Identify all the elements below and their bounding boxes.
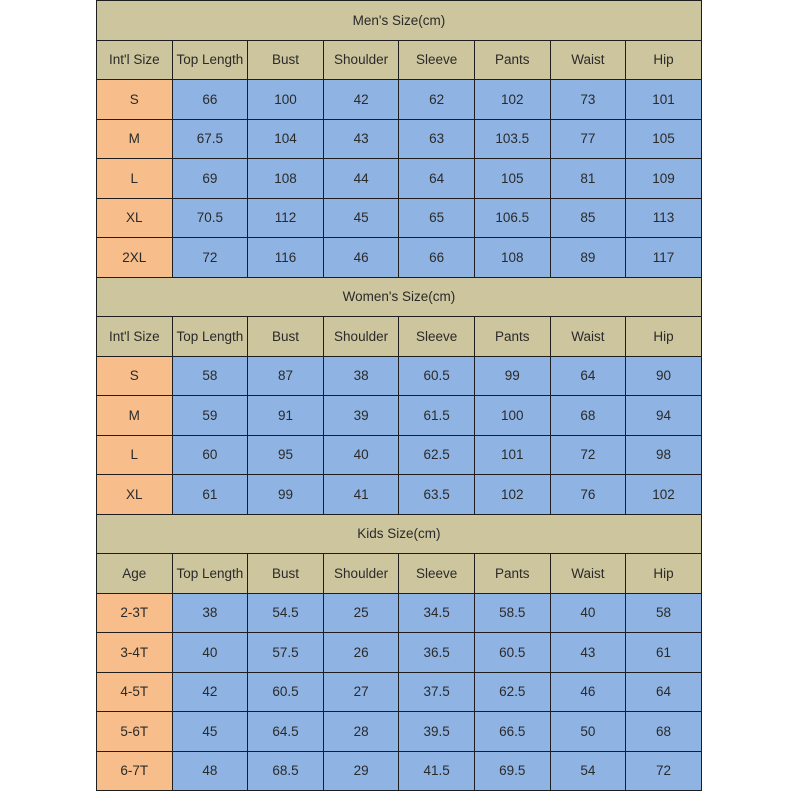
measurement-cell: 101 xyxy=(474,435,550,475)
size-label-cell: M xyxy=(97,396,173,436)
column-header: Waist xyxy=(550,317,626,357)
kids-title-row xyxy=(97,514,702,554)
measurement-cell: 77 xyxy=(550,119,626,159)
measurement-cell: 60.5 xyxy=(248,672,324,712)
size-label-cell: XL xyxy=(97,475,173,515)
measurement-cell: 43 xyxy=(550,633,626,673)
size-label-cell: M xyxy=(97,119,173,159)
measurement-cell: 103.5 xyxy=(474,119,550,159)
measurement-cell: 29 xyxy=(323,751,399,791)
measurement-cell: 99 xyxy=(248,475,324,515)
measurement-cell: 46 xyxy=(323,238,399,278)
measurement-cell: 73 xyxy=(550,80,626,120)
measurement-cell: 69 xyxy=(172,159,248,199)
measurement-cell: 66 xyxy=(172,80,248,120)
column-header: Shoulder xyxy=(323,40,399,80)
measurement-cell: 41.5 xyxy=(399,751,475,791)
measurement-cell: 72 xyxy=(550,435,626,475)
measurement-cell: 26 xyxy=(323,633,399,673)
measurement-cell: 61.5 xyxy=(399,396,475,436)
measurement-cell: 46 xyxy=(550,672,626,712)
measurement-cell: 81 xyxy=(550,159,626,199)
measurement-cell: 38 xyxy=(172,593,248,633)
measurement-cell: 44 xyxy=(323,159,399,199)
measurement-cell: 106.5 xyxy=(474,198,550,238)
measurement-cell: 102 xyxy=(626,475,702,515)
measurement-cell: 62 xyxy=(399,80,475,120)
measurement-cell: 108 xyxy=(248,159,324,199)
measurement-cell: 76 xyxy=(550,475,626,515)
measurement-cell: 69.5 xyxy=(474,751,550,791)
measurement-cell: 43 xyxy=(323,119,399,159)
size-label-cell: 2-3T xyxy=(97,593,173,633)
womens-title-row xyxy=(97,277,702,317)
measurement-cell: 40 xyxy=(550,593,626,633)
measurement-cell: 87 xyxy=(248,356,324,396)
measurement-cell: 116 xyxy=(248,238,324,278)
measurement-cell: 36.5 xyxy=(399,633,475,673)
column-header: Age xyxy=(97,554,173,594)
table-row xyxy=(97,633,702,673)
measurement-cell: 60 xyxy=(172,435,248,475)
measurement-cell: 68 xyxy=(626,712,702,752)
measurement-cell: 60.5 xyxy=(474,633,550,673)
measurement-cell: 102 xyxy=(474,80,550,120)
measurement-cell: 100 xyxy=(474,396,550,436)
column-header: Top Length xyxy=(172,40,248,80)
column-header: Top Length xyxy=(172,317,248,357)
size-label-cell: XL xyxy=(97,198,173,238)
kids-section-title: Kids Size(cm) xyxy=(97,514,702,554)
measurement-cell: 39 xyxy=(323,396,399,436)
measurement-cell: 58.5 xyxy=(474,593,550,633)
measurement-cell: 102 xyxy=(474,475,550,515)
measurement-cell: 113 xyxy=(626,198,702,238)
measurement-cell: 58 xyxy=(626,593,702,633)
size-label-cell: 2XL xyxy=(97,238,173,278)
table-row xyxy=(97,356,702,396)
measurement-cell: 90 xyxy=(626,356,702,396)
measurement-cell: 72 xyxy=(626,751,702,791)
measurement-cell: 63 xyxy=(399,119,475,159)
column-header: Waist xyxy=(550,554,626,594)
measurement-cell: 45 xyxy=(323,198,399,238)
measurement-cell: 65 xyxy=(399,198,475,238)
column-header: Pants xyxy=(474,317,550,357)
measurement-cell: 54 xyxy=(550,751,626,791)
measurement-cell: 109 xyxy=(626,159,702,199)
measurement-cell: 63.5 xyxy=(399,475,475,515)
column-header: Sleeve xyxy=(399,40,475,80)
column-header: Bust xyxy=(248,40,324,80)
measurement-cell: 62.5 xyxy=(474,672,550,712)
column-header: Pants xyxy=(474,40,550,80)
size-label-cell: S xyxy=(97,356,173,396)
table-row xyxy=(97,475,702,515)
measurement-cell: 50 xyxy=(550,712,626,752)
size-label-cell: 6-7T xyxy=(97,751,173,791)
table-row xyxy=(97,712,702,752)
table-row xyxy=(97,672,702,712)
measurement-cell: 61 xyxy=(626,633,702,673)
column-header: Hip xyxy=(626,317,702,357)
measurement-cell: 40 xyxy=(172,633,248,673)
measurement-cell: 72 xyxy=(172,238,248,278)
measurement-cell: 108 xyxy=(474,238,550,278)
table-row xyxy=(97,119,702,159)
table-row xyxy=(97,198,702,238)
measurement-cell: 27 xyxy=(323,672,399,712)
measurement-cell: 66 xyxy=(399,238,475,278)
measurement-cell: 91 xyxy=(248,396,324,436)
size-label-cell: 5-6T xyxy=(97,712,173,752)
measurement-cell: 64 xyxy=(399,159,475,199)
column-header: Waist xyxy=(550,40,626,80)
column-header: Bust xyxy=(248,554,324,594)
measurement-cell: 42 xyxy=(323,80,399,120)
measurement-cell: 117 xyxy=(626,238,702,278)
table-row xyxy=(97,396,702,436)
table-row xyxy=(97,593,702,633)
measurement-cell: 85 xyxy=(550,198,626,238)
measurement-cell: 42 xyxy=(172,672,248,712)
column-header: Hip xyxy=(626,40,702,80)
measurement-cell: 68 xyxy=(550,396,626,436)
table-row xyxy=(97,435,702,475)
column-header: Hip xyxy=(626,554,702,594)
column-header: Sleeve xyxy=(399,317,475,357)
measurement-cell: 62.5 xyxy=(399,435,475,475)
measurement-cell: 94 xyxy=(626,396,702,436)
measurement-cell: 67.5 xyxy=(172,119,248,159)
measurement-cell: 59 xyxy=(172,396,248,436)
measurement-cell: 40 xyxy=(323,435,399,475)
mens-header-row xyxy=(97,40,702,80)
womens-section-title: Women's Size(cm) xyxy=(97,277,702,317)
womens-header-row xyxy=(97,317,702,357)
size-label-cell: 4-5T xyxy=(97,672,173,712)
table-row xyxy=(97,159,702,199)
column-header: Int'l Size xyxy=(97,317,173,357)
measurement-cell: 99 xyxy=(474,356,550,396)
measurement-cell: 61 xyxy=(172,475,248,515)
measurement-cell: 37.5 xyxy=(399,672,475,712)
measurement-cell: 60.5 xyxy=(399,356,475,396)
size-label-cell: S xyxy=(97,80,173,120)
size-label-cell: 3-4T xyxy=(97,633,173,673)
size-label-cell: L xyxy=(97,159,173,199)
measurement-cell: 100 xyxy=(248,80,324,120)
table-row xyxy=(97,751,702,791)
measurement-cell: 45 xyxy=(172,712,248,752)
measurement-cell: 25 xyxy=(323,593,399,633)
measurement-cell: 64 xyxy=(550,356,626,396)
column-header: Bust xyxy=(248,317,324,357)
measurement-cell: 70.5 xyxy=(172,198,248,238)
measurement-cell: 104 xyxy=(248,119,324,159)
column-header: Int'l Size xyxy=(97,40,173,80)
measurement-cell: 101 xyxy=(626,80,702,120)
measurement-cell: 34.5 xyxy=(399,593,475,633)
table-row xyxy=(97,238,702,278)
measurement-cell: 66.5 xyxy=(474,712,550,752)
mens-section-title: Men's Size(cm) xyxy=(97,1,702,41)
measurement-cell: 41 xyxy=(323,475,399,515)
measurement-cell: 89 xyxy=(550,238,626,278)
measurement-cell: 95 xyxy=(248,435,324,475)
measurement-cell: 68.5 xyxy=(248,751,324,791)
measurement-cell: 105 xyxy=(474,159,550,199)
table-row xyxy=(97,80,702,120)
kids-header-row xyxy=(97,554,702,594)
measurement-cell: 54.5 xyxy=(248,593,324,633)
column-header: Shoulder xyxy=(323,554,399,594)
measurement-cell: 48 xyxy=(172,751,248,791)
size-chart-table xyxy=(96,0,702,791)
mens-title-row xyxy=(97,1,702,41)
measurement-cell: 39.5 xyxy=(399,712,475,752)
measurement-cell: 28 xyxy=(323,712,399,752)
measurement-cell: 64 xyxy=(626,672,702,712)
column-header: Top Length xyxy=(172,554,248,594)
measurement-cell: 57.5 xyxy=(248,633,324,673)
column-header: Shoulder xyxy=(323,317,399,357)
measurement-cell: 58 xyxy=(172,356,248,396)
measurement-cell: 112 xyxy=(248,198,324,238)
measurement-cell: 38 xyxy=(323,356,399,396)
column-header: Sleeve xyxy=(399,554,475,594)
measurement-cell: 105 xyxy=(626,119,702,159)
measurement-cell: 98 xyxy=(626,435,702,475)
size-label-cell: L xyxy=(97,435,173,475)
measurement-cell: 64.5 xyxy=(248,712,324,752)
column-header: Pants xyxy=(474,554,550,594)
